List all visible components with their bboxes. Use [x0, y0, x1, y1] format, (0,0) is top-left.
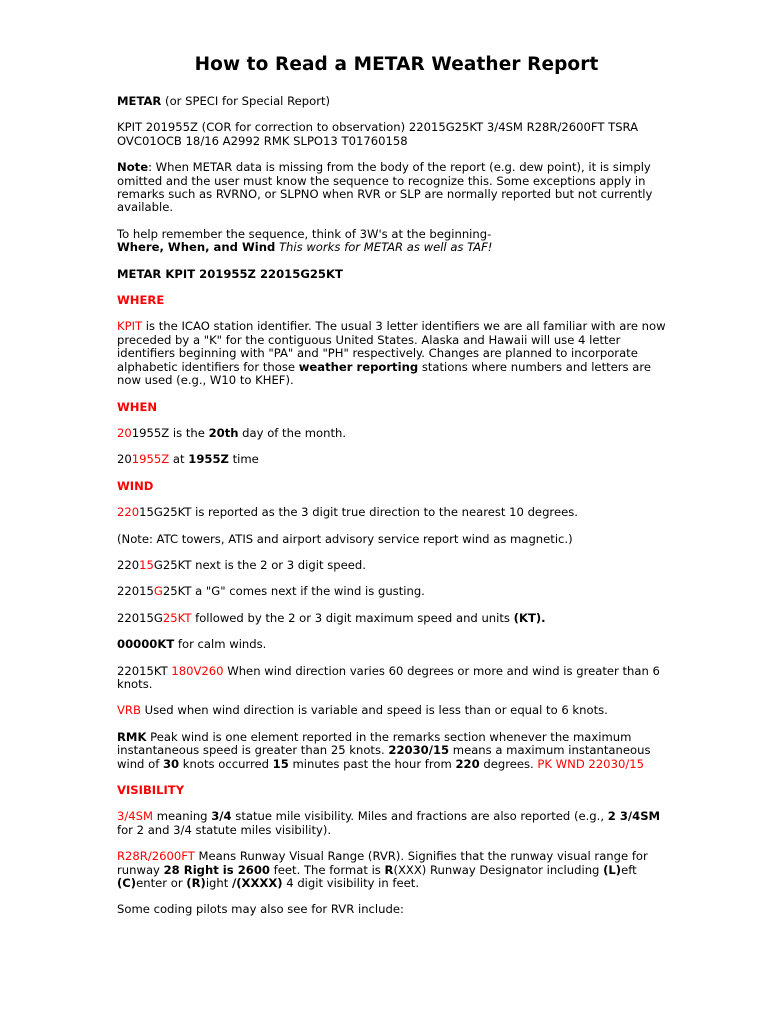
rmk-b5: 220	[455, 756, 480, 771]
wind-calm	[117, 638, 672, 651]
vis-sm-t3: for 2 and 3/4 statute miles visibility).	[117, 822, 332, 837]
wind-calm-bold: 00000KT	[117, 637, 175, 652]
wind-max-rest: followed by the 2 or 3 digit maximum speed and units	[191, 610, 514, 625]
metar-intro	[117, 95, 672, 108]
wind-rmk	[117, 731, 672, 771]
vis-sm-b1: 3/4	[211, 809, 232, 824]
rmk-b4: 15	[272, 756, 289, 771]
wind-max-red: 25KT	[162, 610, 192, 625]
metar-intro-text: (or SPECI for Special Report)	[161, 94, 331, 108]
rvr-red: R28R/2600FT	[117, 849, 195, 864]
rmk-red: PK WND 22030/15	[537, 756, 644, 771]
wind-gust-rest: 25KT a "G" comes next if the wind is gusting.	[162, 584, 425, 599]
wind-max	[117, 612, 672, 625]
note-label: Note	[117, 160, 149, 175]
note-text: : When METAR data is missing from the body of the report (e.g. dew point), it is simply omitted and the user must know the sequence to recognize this. Some exceptions apply in remarks such as RVRNO, or SLPNO when RVR or SLP are normally reported but not currently available.	[117, 160, 653, 215]
wind-speed	[117, 559, 672, 572]
vis-sm-red: 3/4SM	[117, 809, 154, 824]
rvr-t3: (XXX) Runway Designator including	[393, 862, 604, 877]
where-text-1: is the ICAO station identifier. The usual 3 letter identifiers we are all familiar with are now preceded by a "K" for the contiguous United States. Alaska and Hawaii will use 4 letter identifiers beginning with "PA" and "PH" respectively. Changes are planned to incorporate alphabetic identifiers for those	[117, 319, 666, 374]
when-time-pre: 20	[117, 452, 132, 467]
rvr-b5: (R)	[186, 876, 206, 891]
when-day-end: day of the month.	[238, 425, 347, 440]
when-day	[117, 427, 672, 440]
wind-vary	[117, 665, 672, 692]
when-time	[117, 453, 672, 466]
wind-note: (Note: ATC towers, ATIS and airport advisory service report wind as magnetic.)	[117, 531, 573, 546]
wind-max-bold: (KT).	[513, 610, 546, 625]
wind-speed-rest: G25KT next is the 2 or 3 digit speed.	[153, 557, 366, 572]
rvr-b6: /(XXXX)	[231, 876, 283, 891]
rmk-t5: degrees.	[479, 756, 538, 771]
wind-speed-red: 15	[139, 557, 154, 572]
rmk-b2: 22030/15	[388, 743, 450, 758]
wind-direction	[117, 506, 672, 519]
remember-bold: Where, When, and Wind	[117, 240, 276, 255]
vis-sm-b2: 2 3/4SM	[607, 809, 661, 824]
when-day-rest: 1955Z is the	[131, 425, 209, 440]
rvr-b3: (L)	[603, 862, 622, 877]
wind-heading: WIND	[117, 478, 154, 493]
where-bold: weather reporting	[298, 359, 419, 374]
when-time-red: 1955Z	[131, 452, 170, 467]
wind-gust-red: G	[153, 584, 163, 599]
where-paragraph	[117, 320, 672, 387]
vis-sm-t1: meaning	[153, 809, 212, 824]
metar-example: METAR KPIT 201955Z 22015G25KT	[117, 266, 343, 281]
wind-speed-pre: 220	[117, 557, 140, 572]
visibility-sm	[117, 810, 672, 837]
rmk-t2: means a maximum instantaneous wind of	[117, 743, 651, 771]
wind-max-pre: 22015G	[117, 610, 163, 625]
visibility-rvr	[117, 850, 672, 890]
visibility-heading: VISIBILITY	[117, 783, 185, 797]
vis-sm-t2: statue mile visibility. Miles and fractions are also reported (e.g.,	[231, 809, 608, 824]
rvr-b4: (C)	[117, 876, 137, 891]
rvr-b2: R	[384, 862, 394, 877]
wind-gust-pre: 22015	[117, 584, 154, 599]
when-day-bold: 20th	[208, 425, 239, 440]
wind-vary-pre: 22015KT	[117, 663, 172, 678]
note-paragraph	[117, 161, 672, 215]
remember-line: To help remember the sequence, think of 3W's at the beginning-	[117, 226, 492, 241]
rvr-t6: ight	[205, 876, 232, 891]
metar-label: METAR	[117, 94, 162, 108]
visibility-coding: Some coding pilots may also see for RVR include:	[117, 902, 404, 917]
when-heading: WHEN	[117, 399, 158, 414]
when-time-mid: at	[169, 452, 189, 467]
wind-vrb	[117, 704, 672, 717]
rvr-b1: 28 Right is 2600	[163, 862, 270, 877]
rmk-t1: Peak wind is one element reported in the remarks section whenever the maximum instantaneous speed is greater than 25 knots.	[117, 729, 632, 758]
remember-paragraph	[117, 228, 672, 255]
where-text-2: stations where numbers and letters are now used (e.g., W10 to KHEF).	[117, 359, 652, 388]
wind-dir-rest: 15G25KT is reported as the 3 digit true direction to the nearest 10 degrees.	[139, 505, 578, 520]
rvr-t1: Means Runway Visual Range (RVR). Signifies that the runway visual range for runway	[117, 849, 648, 877]
wind-vrb-rest: Used when wind direction is variable and speed is less than or equal to 6 knots.	[140, 703, 608, 718]
rmk-t3: knots occurred	[179, 756, 273, 771]
when-time-bold: 1955Z	[188, 452, 229, 467]
rmk-t4: minutes past the hour from	[288, 756, 456, 771]
rmk-b1: RMK	[117, 729, 147, 744]
page-title: How to Read a METAR Weather Report	[194, 54, 599, 75]
where-heading: WHERE	[117, 293, 165, 308]
wind-vary-red: 180V260	[171, 663, 224, 678]
rvr-t4: eft	[621, 862, 637, 877]
rvr-t7: 4 digit visibility in feet.	[282, 876, 420, 891]
rvr-t5: enter or	[136, 876, 187, 891]
when-time-end: time	[228, 452, 259, 467]
rvr-t2: feet. The format is	[270, 862, 385, 877]
where-station: KPIT	[117, 319, 143, 334]
wind-calm-rest: for calm winds.	[174, 637, 267, 652]
example-report: KPIT 201955Z (COR for correction to observation) 22015G25KT 3/4SM R28R/2600FT TSRA OVC01OCB 18/16 A2992 RMK SLPO13 T01760158	[117, 120, 639, 148]
wind-vary-rest: When wind direction varies 60 degrees or more and wind is greater than 6 knots.	[117, 663, 660, 691]
wind-vrb-red: VRB	[117, 703, 141, 718]
rmk-b3: 30	[162, 756, 180, 771]
wind-gust	[117, 585, 672, 598]
remember-italic: This works for METAR as well as TAF!	[275, 240, 493, 255]
wind-dir-red: 220	[117, 505, 140, 520]
when-day-red: 20	[117, 425, 132, 440]
